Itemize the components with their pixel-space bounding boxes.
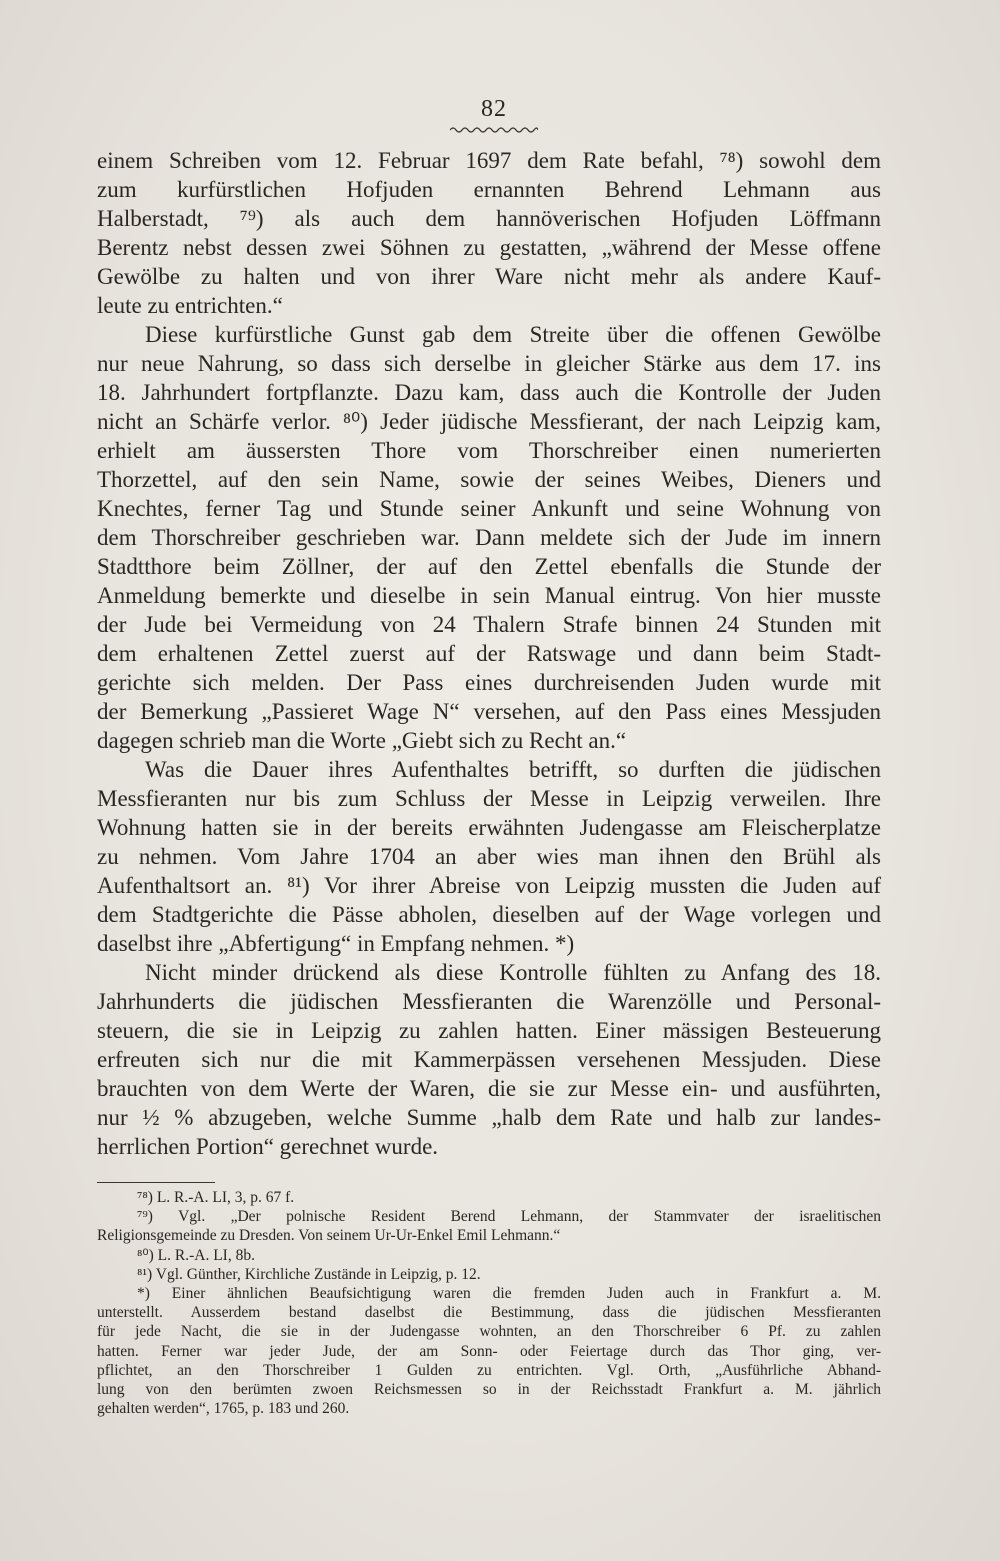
footnotes bbox=[97, 1188, 881, 1418]
text-line: Messfieranten nur bis zum Schluss der Messe in Leipzig verweilen. Ihre bbox=[97, 786, 881, 811]
text-line: der Bemerkung „Passieret Wage N“ versehen, auf den Pass eines Messjuden bbox=[97, 699, 881, 724]
text-line: gerichte sich melden. Der Pass eines durchreisenden Juden wurde mit bbox=[97, 670, 881, 695]
footnote-line: ⁷⁹) Vgl. „Der polnische Resident Berend Lehmann, der Stammvater der israelitischen bbox=[137, 1208, 881, 1226]
text-line: Berentz nebst dessen zwei Söhnen zu gestatten, „während der Messe offene bbox=[97, 235, 881, 260]
text-line: erhielt am äussersten Thore vom Thorschreiber einen numerierten bbox=[97, 438, 881, 463]
text-line: Jahrhunderts die jüdischen Messfieranten die Warenzölle und Personal- bbox=[97, 989, 881, 1014]
text-line: Diese kurfürstliche Gunst gab dem Streite über die offenen Gewölbe bbox=[145, 322, 881, 347]
text-line: 18. Jahrhundert fortpflanzte. Dazu kam, dass auch die Kontrolle der Juden bbox=[97, 380, 881, 405]
page-number: 82 bbox=[481, 96, 507, 122]
text-line: Was die Dauer ihres Aufenthaltes betrifft, so durften die jüdischen bbox=[145, 757, 881, 782]
text-line: dem erhaltenen Zettel zuerst auf der Ratswage und dann beim Stadt- bbox=[97, 641, 881, 666]
text-line: der Jude bei Vermeidung von 24 Thalern Strafe binnen 24 Stunden mit bbox=[97, 612, 881, 637]
wavy-rule-ornament bbox=[450, 126, 538, 134]
footnote-line: gehalten werden“, 1765, p. 183 und 260. bbox=[97, 1400, 350, 1418]
text-line: Anmeldung bemerkte und dieselbe in sein Manual eintrug. Von hier musste bbox=[97, 583, 881, 608]
footnote-line: hatten. Ferner war jeder Jude, der am Sonn- oder Feiertage durch das Thor ging, ver- bbox=[97, 1342, 881, 1360]
footnote-divider bbox=[97, 1182, 215, 1183]
text-line: Gewölbe zu halten und von ihrer Ware nicht mehr als andere Kauf- bbox=[97, 264, 881, 289]
footnote-line: für jede Nacht, die sie in der Judengasse wohnten, an den Thorschreiber 6 Pf. zu zahlen bbox=[97, 1323, 881, 1341]
text-line: dagegen schrieb man die Worte „Giebt sich zu Recht an.“ bbox=[97, 728, 627, 753]
text-line: Aufenthaltsort an. ⁸¹) Vor ihrer Abreise von Leipzig mussten die Juden auf bbox=[97, 873, 881, 898]
footnote-line: lung von den berümten zwoen Reichsmessen so in der Reichsstadt Frankfurt a. M. jährlich bbox=[97, 1381, 881, 1399]
text-line: nur neue Nahrung, so dass sich derselbe in gleicher Stärke aus dem 17. ins bbox=[97, 351, 881, 376]
footnote-line: pflichtet, an den Thorschreiber 1 Gulden zu entrichten. Vgl. Orth, „Ausführliche Abhand- bbox=[97, 1361, 881, 1379]
text-line: nur ½ % abzugeben, welche Summe „halb dem Rate und halb zur landes- bbox=[97, 1105, 881, 1130]
text-line: daselbst ihre „Abfertigung“ in Empfang nehmen. *) bbox=[97, 931, 575, 956]
text-line: zu nehmen. Vom Jahre 1704 an aber wies man ihnen den Brühl als bbox=[97, 844, 881, 869]
text-line: dem Thorschreiber geschrieben war. Dann meldete sich der Jude im innern bbox=[97, 525, 881, 550]
footnote-line: ⁷⁸) L. R.-A. LI, 3, p. 67 f. bbox=[137, 1189, 295, 1206]
text-line: steuern, die sie in Leipzig zu zahlen hatten. Einer mässigen Besteuerung bbox=[97, 1018, 881, 1043]
body-text bbox=[97, 146, 881, 1161]
text-line: Knechtes, ferner Tag und Stunde seiner Ankunft und seine Wohnung von bbox=[97, 496, 881, 521]
footnote-line: unterstellt. Ausserdem bestand daselbst die Bestimmung, dass die jüdischen Messfieranten bbox=[97, 1304, 881, 1322]
footnote-line: ⁸¹) Vgl. Günther, Kirchliche Zustände in Leipzig, p. 12. bbox=[137, 1265, 481, 1283]
text-line: Wohnung hatten sie in der bereits erwähnten Judengasse am Fleischerplatze bbox=[97, 815, 881, 840]
text-line: leute zu entrichten.“ bbox=[97, 293, 283, 318]
text-line: Stadtthore beim Zöllner, der auf den Zettel ebenfalls die Stunde der bbox=[97, 554, 881, 579]
text-line: Nicht minder drückend als diese Kontrolle fühlten zu Anfang des 18. bbox=[145, 960, 881, 985]
footnote-line: Religionsgemeinde zu Dresden. Von seinem Ur-Ur-Enkel Emil Lehmann.“ bbox=[97, 1227, 561, 1245]
footnote-line: ⁸⁰) L. R.-A. LI, 8b. bbox=[137, 1246, 255, 1264]
text-line: nicht an Schärfe verlor. ⁸⁰) Jeder jüdische Messfierant, der nach Leipzig kam, bbox=[97, 409, 881, 434]
text-line: Halberstadt, ⁷⁹) als auch dem hannöverischen Hofjuden Löffmann bbox=[97, 206, 881, 231]
footnote-line: *) Einer ähnlichen Beaufsichtigung waren die fremden Juden auch in Frankfurt a. M. bbox=[137, 1285, 881, 1303]
text-line: brauchten von dem Werte der Waren, die sie zur Messe ein- und ausführten, bbox=[97, 1076, 881, 1101]
text-line: einem Schreiben vom 12. Februar 1697 dem Rate befahl, ⁷⁸) sowohl dem bbox=[97, 148, 881, 173]
text-line: Thorzettel, auf den sein Name, sowie der seines Weibes, Dieners und bbox=[97, 467, 881, 492]
text-line: dem Stadtgerichte die Pässe abholen, dieselben auf der Wage vorlegen und bbox=[97, 902, 881, 927]
text-line: erfreuten sich nur die mit Kammerpässen versehenen Messjuden. Diese bbox=[97, 1047, 881, 1072]
text-line: zum kurfürstlichen Hofjuden ernannten Behrend Lehmann aus bbox=[97, 177, 881, 202]
text-line: herrlichen Portion“ gerechnet wurde. bbox=[97, 1134, 439, 1159]
